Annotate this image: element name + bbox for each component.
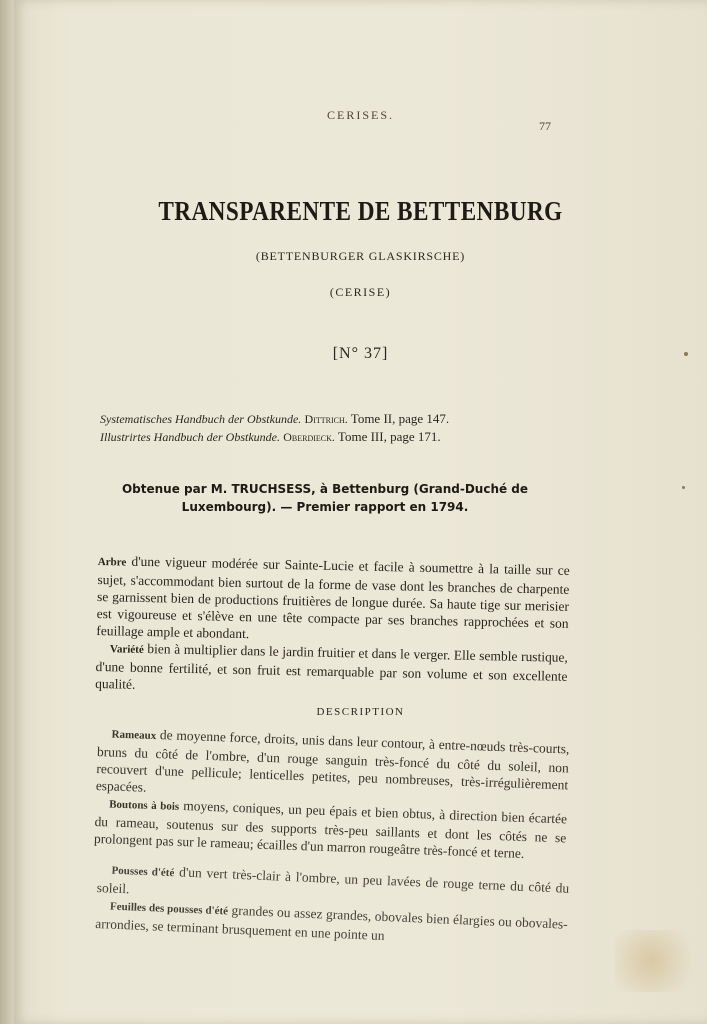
- reference-volume: Tome III, page 171.: [337, 429, 441, 444]
- paper-stain: [614, 930, 706, 992]
- arbre-paragraph: [96, 552, 570, 649]
- origin-line-2: Luxembourg). — Premier rapport en 1794.: [181, 500, 469, 514]
- boutons-lead: Boutons à bois: [108, 798, 180, 813]
- rameaux-lead: Rameaux: [111, 728, 157, 743]
- page-title: TRANSPARENTE DE BETTENBURG: [158, 196, 563, 226]
- description-heading: DESCRIPTION: [316, 706, 405, 718]
- arbre-text: d'une vigueur modérée sur Sainte-Lucie et facile à soumettre à la taille sur ce sujet, s'accommodant bien surtout de la forme de vase dont les branches de charpente se garnissent bien de productions fruitières de longue durée. Sa haute tige sur merisier est vigoureuse et s'élève en une tête compacte par ses branches rapprochées et son feuillage ample et abondant.: [96, 553, 570, 642]
- reference-1: [100, 410, 550, 428]
- running-head: CERISES.: [326, 108, 394, 122]
- reference-2: [100, 428, 550, 446]
- feuilles-lead: Feuilles des pousses d'été: [109, 900, 229, 918]
- fruit-kind: (CERISE): [329, 285, 392, 299]
- page-number: 77: [539, 119, 551, 133]
- description-paragraphs-lower: [95, 860, 570, 952]
- reference-volume: Tome II, page 147.: [350, 411, 450, 426]
- book-page: [14, 0, 707, 1024]
- variete-text: bien à multiplier dans le jardin fruitier et dans le verger. Elle semble rustique, d'une bonne fertilité, et son fruit est remarquable par son volume et son excellente qualité.: [95, 640, 569, 692]
- reference-author: Dittrich.: [304, 412, 348, 426]
- reference-work: Illustrirtes Handbuch der Obstkunde.: [100, 430, 280, 444]
- pousses-text: d'un vert très-clair à l'ombre, un peu lavées de rouge terne du côté du soleil.: [96, 864, 570, 897]
- origin-statement: [100, 480, 550, 516]
- paper-speck: [684, 352, 688, 356]
- paper-speck: [682, 486, 685, 489]
- reference-author: Oberdieck.: [283, 430, 335, 444]
- variete-paragraph: [95, 639, 568, 702]
- reference-work: Systematisches Handbuch der Obstkunde.: [100, 412, 302, 426]
- book-spine-shadow: [0, 0, 14, 1024]
- variete-lead: Variété: [109, 643, 144, 656]
- page-subtitle: (BETTENBURGER GLASKIRSCHE): [255, 249, 466, 263]
- catalog-number: [N° 37]: [332, 345, 389, 362]
- origin-line-1: Obtenue par M. TRUCHSESS, à Bettenburg (Grand-Duché de: [121, 482, 529, 496]
- pousses-lead: Pousses d'été: [111, 864, 175, 880]
- feuilles-text: grandes ou assez grandes, obovales bien élargies ou obovales-arrondies, se terminant brusquement en une pointe un: [95, 902, 569, 944]
- boutons-text: moyens, coniques, un peu épais et bien obtus, à direction bien écartée du rameau, soutenus sur des supports très-peu saillants et dont les côtés ne se prolongent pas sur le rameau; écailles d'un marron rougeâtre très-foncé et terne.: [93, 797, 568, 861]
- rameaux-text: de moyenne force, droits, unis dans leur contour, à entre-nœuds très-courts, bruns du côté de l'ombre, d'un rouge sanguin très-foncé du côté du soleil, non recouvert d'une pellicule; lenticelles petites, peu nombreuses, très-irrégulièrement espacées.: [95, 727, 570, 795]
- arbre-lead: Arbre: [97, 555, 127, 569]
- description-paragraphs: [94, 724, 570, 863]
- tree-paragraph: [95, 552, 570, 702]
- references: [100, 410, 550, 446]
